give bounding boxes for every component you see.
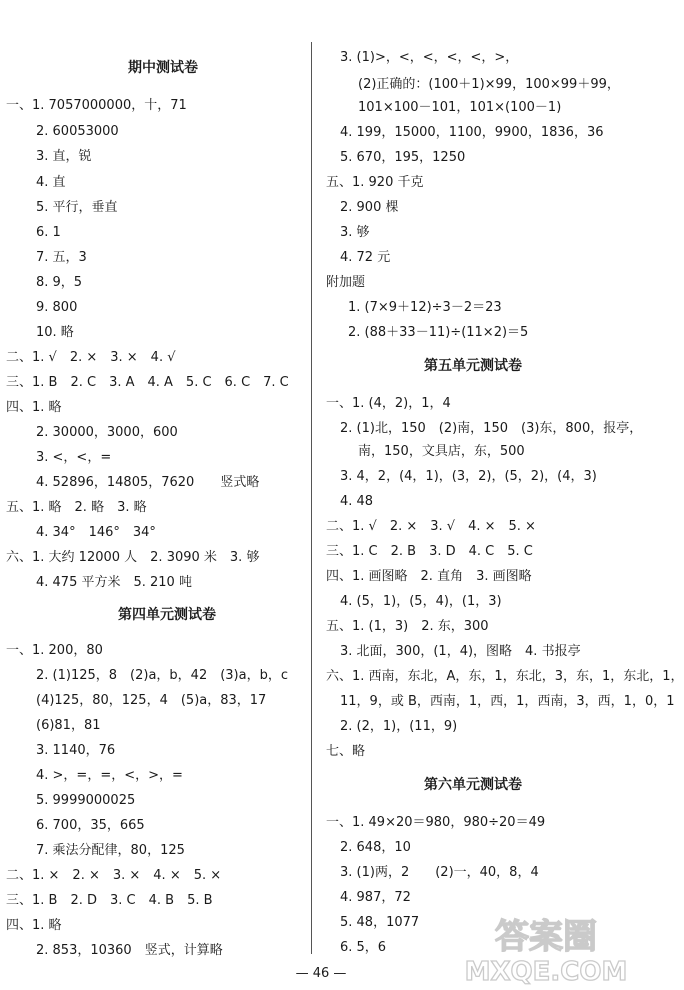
svg-text:答案圈: 答案圈 — [495, 917, 597, 957]
answer-line: 5. 48，1077 — [340, 915, 420, 930]
answer-line: 2. (88＋33－11)÷(11×2)＝5 — [348, 325, 529, 340]
answer-line: 四、1. 略 — [6, 400, 62, 415]
answer-line: 一、1. 200，80 — [6, 643, 103, 658]
answer-line: 五、1. 略 2. 略 3. 略 — [6, 500, 147, 515]
answer-line: 一、1. (4，2)，1，4 — [326, 396, 451, 411]
answer-line: 4. 34° 146° 34° — [36, 525, 156, 540]
answer-line: 5. 670，195，1250 — [340, 150, 466, 165]
answer-line: 5. 平行，垂直 — [36, 200, 118, 215]
answer-line: 4. 199，15000，1100，9900，1836，36 — [340, 125, 604, 140]
answer-line: 4. 987，72 — [340, 890, 411, 905]
answer-line: 一、1. 49×20＝980，980÷20＝49 — [326, 815, 546, 830]
answer-line: 四、1. 画图略 2. 直角 3. 画图略 — [326, 569, 532, 584]
left-column — [0, 0, 300, 958]
answer-line: (6)81，81 — [36, 718, 101, 733]
answer-line: 4. 475 平方米 5. 210 吨 — [36, 575, 192, 590]
answer-line: 三、1. B 2. D 3. C 4. B 5. B — [6, 893, 213, 908]
answer-line: 五、1. (1，3) 2. 东，300 — [326, 619, 489, 634]
answer-line: 1. (7×9＋12)÷3－2＝23 — [348, 300, 502, 315]
answer-line: 11，9，或 B，西南，1，西，1，西南，3，西，1，0，1 — [340, 694, 675, 709]
answer-line: 四、1. 略 — [6, 918, 62, 933]
answer-line: 五、1. 920 千克 — [326, 175, 424, 190]
answer-line: 3. 4，2，(4，1)，(3，2)，(5，2)，(4，3) — [340, 469, 597, 484]
answer-line: 4. 48 — [340, 494, 374, 509]
answer-line: 8. 9，5 — [36, 275, 83, 290]
unit4-test-title: 第四单元测试卷 — [118, 607, 216, 623]
unit6-test-title: 第六单元测试卷 — [424, 777, 522, 793]
answer-line: 10. 略 — [36, 325, 74, 340]
page-number: — 46 — — [295, 966, 347, 981]
answer-line: 2. 853，10360 竖式，计算略 — [36, 943, 223, 958]
answer-line: 4. >，=，=，<，>，= — [36, 768, 183, 783]
answer-line: 七、略 — [326, 744, 366, 759]
answer-line: 二、1. × 2. × 3. × 4. × 5. × — [6, 868, 222, 883]
answer-line: 三、1. C 2. B 3. D 4. C 5. C — [326, 544, 533, 559]
answer-line: 9. 800 — [36, 300, 78, 315]
answer-line: 6. 5，6 — [340, 940, 387, 955]
svg-text:MXQE.COM: MXQE.COM — [464, 957, 628, 987]
answer-line: 2. (1)125，8 (2)a，b，42 (3)a，b，c — [36, 668, 288, 683]
answer-line: 2. (1)北，150 (2)南，150 (3)东，800，报亭， — [340, 421, 643, 436]
unit5-test-title: 第五单元测试卷 — [424, 358, 522, 374]
answer-line: (2)正确的：(100＋1)×99，100×99＋99， — [358, 77, 620, 92]
answer-line: 3. <，<，= — [36, 450, 112, 465]
answer-line: 4. 52896，14805，7620 竖式略 — [36, 475, 260, 490]
answer-line: 4. 直 — [36, 175, 66, 190]
answer-line: 4. (5，1)，(5，4)，(1，3) — [340, 594, 502, 609]
answer-line: 5. 9999000025 — [36, 793, 136, 808]
column-divider — [311, 42, 312, 954]
answer-line: 7. 乘法分配律，80，125 — [36, 843, 185, 858]
answer-line: 6. 1 — [36, 225, 61, 240]
answer-line: 三、1. B 2. C 3. A 4. A 5. C 6. C 7. C — [6, 375, 289, 390]
answer-line: 101×100－101，101×(100－1) — [358, 100, 562, 115]
right-column — [322, 0, 684, 955]
answer-line: 六、1. 大约 12000 人 2. 3090 米 3. 够 — [6, 550, 260, 565]
answer-line: 3. (1)>，<，<，<，<，>， — [340, 50, 519, 65]
answer-line: 南，150，文具店，东，500 — [358, 444, 525, 459]
midterm-test-title: 期中测试卷 — [128, 60, 198, 76]
answer-line: 2. 60053000 — [36, 124, 119, 139]
answer-line: 3. 够 — [340, 225, 370, 240]
answer-line: 2. 900 棵 — [340, 200, 399, 215]
answer-line: 2. 30000，3000，600 — [36, 425, 178, 440]
answer-line: 7. 五，3 — [36, 250, 87, 265]
answer-line: 3. 直，锐 — [36, 149, 92, 164]
answer-line: 附加题 — [326, 275, 366, 290]
answer-line: 3. 1140，76 — [36, 743, 116, 758]
answer-line: 二、1. √ 2. × 3. × 4. √ — [6, 350, 176, 365]
answer-line: 一、1. 7057000000，十，71 — [6, 98, 187, 113]
answer-line: 六、1. 西南，东北，A，东，1，东北，3，东，1，东北，1， — [326, 669, 684, 684]
answer-line: 二、1. √ 2. × 3. √ 4. × 5. × — [326, 519, 536, 534]
answer-line: 3. 北面，300，(1，4)，图略 4. 书报亭 — [340, 644, 581, 659]
answer-line: 2. (2，1)，(11，9) — [340, 719, 458, 734]
answer-line: 2. 648，10 — [340, 840, 411, 855]
answer-line: 6. 700，35，665 — [36, 818, 145, 833]
answer-line: (4)125，80，125，4 (5)a，83，17 — [36, 693, 267, 708]
answer-line: 4. 72 元 — [340, 250, 391, 265]
answer-line: 3. (1)两，2 (2)一，40，8，4 — [340, 865, 539, 880]
